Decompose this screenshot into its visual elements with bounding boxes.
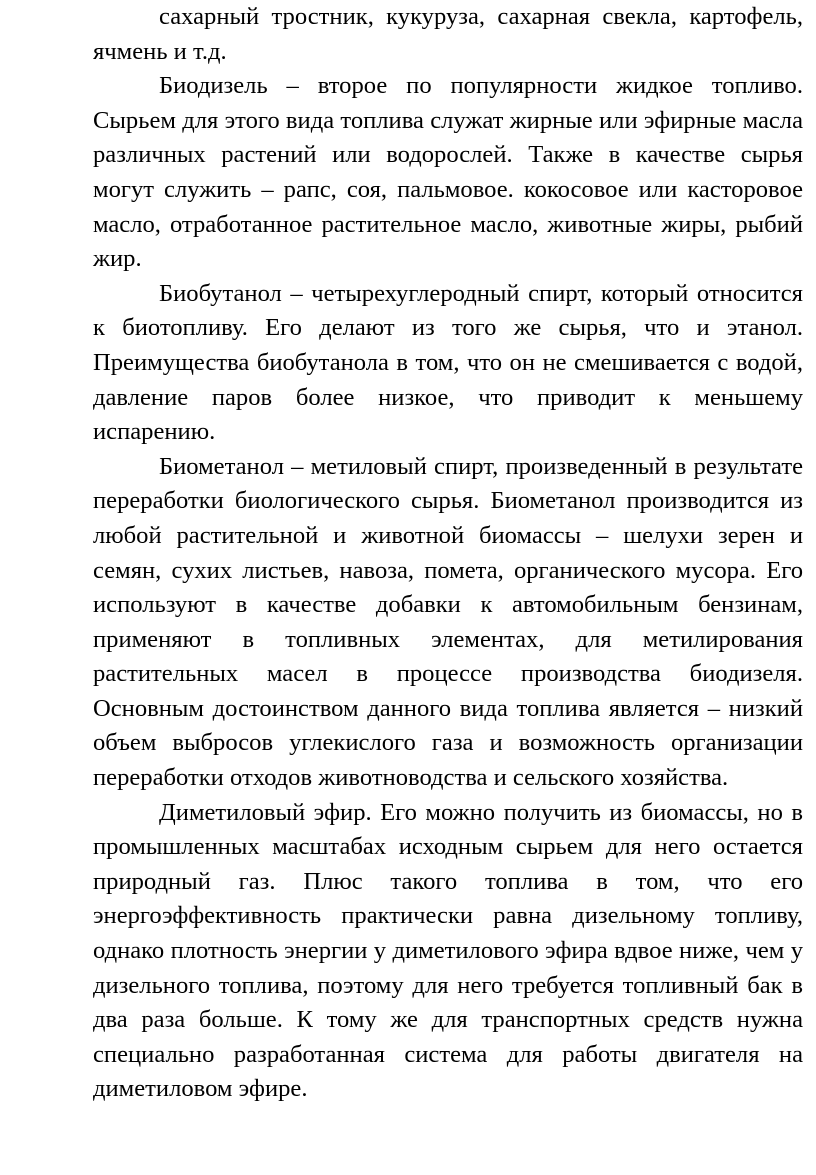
- paragraph-continued-feedstock: сахарный тростник, кукуруза, сахарная свекла, картофель, ячмень и т.д.: [93, 3, 803, 65]
- paragraph-biomethanol: Биометанол – метиловый спирт, произведенный в результате переработки биологического сырья. Биометанол производится из любой растительной и животной биомассы – шелухи зерен и семян, сухих листьев, навоза, помета, органического мусора. Его используют в качестве добавки к автомобильным бензинам, применяют в топливных элементах, для метилирования растительных масел в процессе производства биодизеля. Основным достоинством данного вида топлива является – низкий объем выбросов углекислого газа и возможность организации переработки отходов животноводства и сельского хозяйства.: [93, 452, 803, 792]
- paragraph-biodiesel: Биодизель – второе по популярности жидкое топливо. Сырьем для этого вида топлива служат жирные или эфирные масла различных растений или водорослей. Также в качестве сырья могут служить – рапс, соя, пальмовое. кокосовое или касторовое масло, отработанное растительное масло, животные жиры, рыбий жир.: [93, 72, 803, 273]
- paragraph-biobutanol: Биобутанол – четырехуглеродный спирт, который относится к биотопливу. Его делают из того же сырья, что и этанол. Преимущества биобутанола в том, что он не смешивается с водой, давление паров более низкое, что приводит к меньшему испарению.: [93, 279, 803, 446]
- document-page: [93, 0, 803, 1107]
- paragraph-dimethyl-ether: Диметиловый эфир. Его можно получить из биомассы, но в промышленных масштабах исходным сырьем для него остается природный газ. Плюс такого топлива в том, что его энергоэффективность практически равна дизельному топливу, однако плотность энергии у диметилового эфира вдвое ниже, чем у дизельного топлива, поэтому для него требуется топливный бак в два раза больше. К тому же для транспортных средств нужна специально разработанная система для работы двигателя на диметиловом эфире.: [93, 798, 803, 1103]
